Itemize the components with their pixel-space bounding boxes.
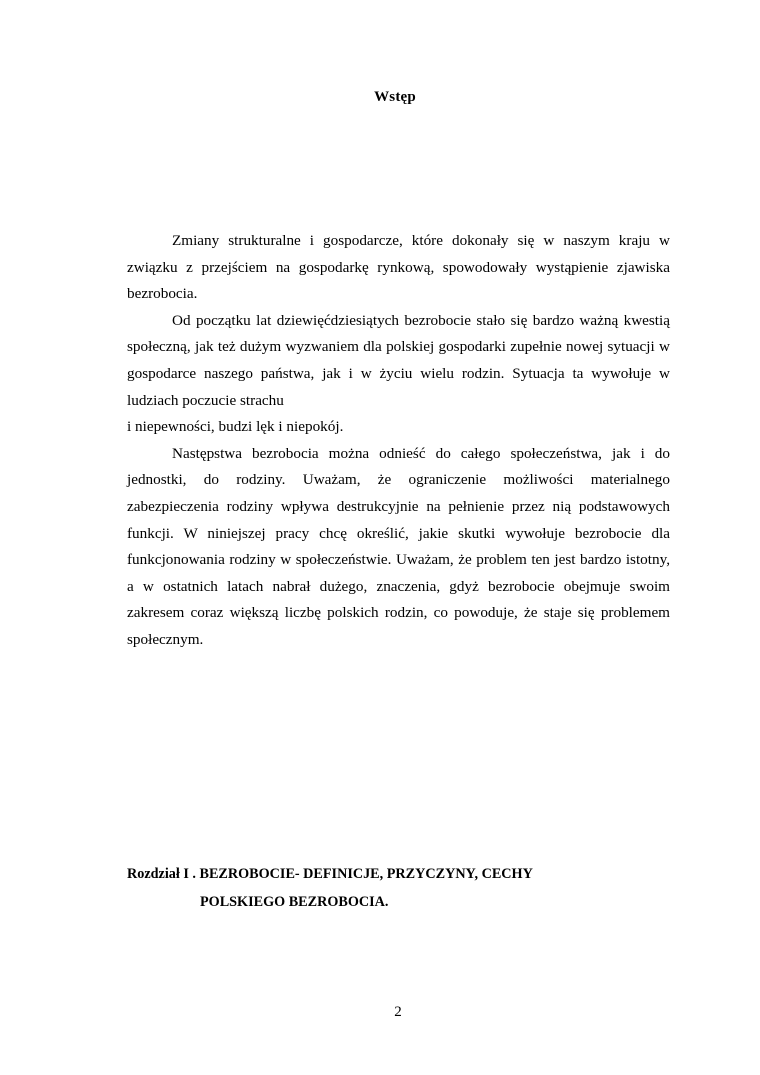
paragraph-3: Następstwa bezrobocia można odnieść do całego społeczeństwa, jak i do jednostki, do rodziny. Uważam, że ograniczenie możliwości materialnego zabezpieczenia rodziny wpływa destrukcyjnie na pełnienie przez nią podstawowych funkcji. W niniejszej pracy chcę określić, jakie skutki wywołuje bezrobocie dla funkcjonowania rodziny w społeczeństwie. Uważam, że problem ten jest bardzo istotny, a w ostatnich latach nabrał dużego, znaczenia, gdyż bezrobocie obejmuje swoim zakresem coraz większą liczbę polskich rodzin, co powoduje, że staje się problemem społecznym.: [127, 444, 670, 648]
paragraph-2: Od początku lat dziewięćdziesiątych bezrobocie stało się bardzo ważną kwestią społeczną, jak też dużym wyzwaniem dla polskiej gospodarki zupełnie nowej sytuacji w gospodarce naszego państwa, jak i w życiu wielu rodzin. Sytuacja ta wywołuje w ludziach poczucie strachu: [127, 311, 670, 409]
paragraph-1: Zmiany strukturalne i gospodarcze, które dokonały się w naszym kraju w związku z przejściem na gospodarkę rynkową, spowodowały wystąpienie zjawiska bezrobocia.: [127, 232, 670, 303]
page-number: 2: [394, 1004, 402, 1020]
chapter-heading: [127, 860, 687, 916]
chapter-heading-line-1: Rozdział I . BEZROBOCIE- DEFINICJE, PRZYCZYNY, CECHY: [127, 866, 533, 882]
chapter-heading-line-2: POLSKIEGO BEZROBOCIA.: [200, 894, 389, 910]
paragraph-2-continuation: i niepewności, budzi lęk i niepokój.: [127, 418, 344, 436]
body-text: [127, 228, 670, 654]
page-title: Wstęp: [374, 89, 416, 105]
